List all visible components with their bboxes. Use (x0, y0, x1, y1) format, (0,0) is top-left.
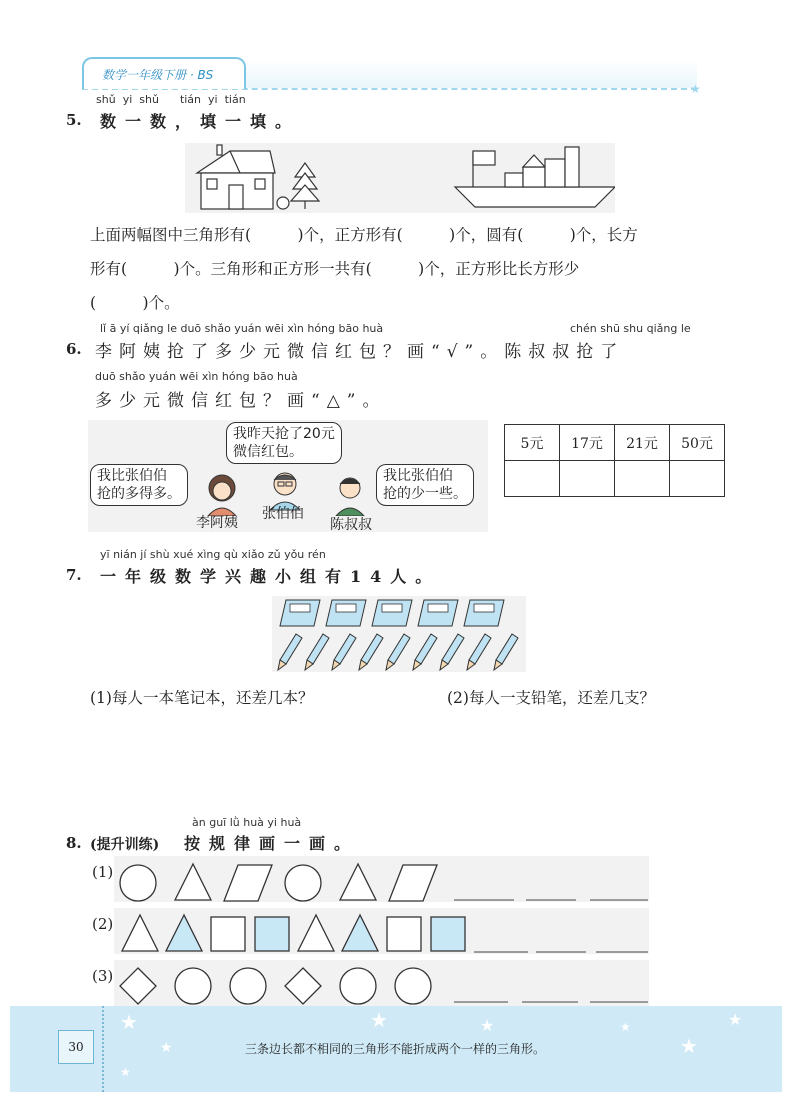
q8-row3-label: (3) (92, 967, 114, 985)
notebook-icon (280, 600, 320, 626)
q7-title: 一年级数学兴趣小组有14人。 (100, 567, 441, 586)
bubble-chen: 我比张伯伯 抢的少一些。 (376, 464, 474, 506)
q5-figures (185, 143, 615, 213)
star-icon: ★ (120, 1010, 138, 1034)
option-17: 17元 (560, 425, 615, 461)
square-shape (255, 917, 289, 951)
bubble-li: 我比张伯伯 抢的多得多。 (90, 464, 188, 506)
q5-pinyin: shǔ yi shǔ tián yi tián (96, 93, 246, 106)
q6-number: 6. (66, 340, 82, 358)
circle-shape (230, 968, 266, 1004)
q5-line2: 形有( )个。三角形和正方形一共有( )个，正方形比长方形少 (90, 260, 580, 278)
q6-line2: 多少元微信红包？画“△”。 (95, 391, 387, 411)
name-zhang: 张伯伯 (262, 506, 304, 522)
q7-items (272, 596, 526, 672)
star-icon: ★ (690, 82, 701, 96)
q8-number: 8. (66, 834, 82, 852)
star-icon: ★ (370, 1008, 388, 1032)
square-shape (431, 917, 465, 951)
q8-title: 按规律画一画。 (184, 834, 360, 853)
circle-shape (340, 968, 376, 1004)
square-shape (387, 917, 421, 951)
header-tab (82, 57, 246, 89)
square-shape (211, 917, 245, 951)
footer-dotted-divider (102, 1006, 104, 1092)
header-title: 数学一年级下册 · BS (102, 68, 214, 82)
footer-tip: 三条边长都不相同的三角形不能折成两个一样的三角形。 (245, 1042, 546, 1056)
q6-pinyin1: lǐ ā yí qiǎng le duō shǎo yuán wēi xìn hóng bāo huà (100, 322, 384, 335)
q7-sub2: (2)每人一支铅笔，还差几支？ (447, 689, 655, 707)
q6-line1: 李阿姨抢了多少元微信红包？画“√”。陈叔叔抢了 (95, 342, 625, 362)
star-icon: ★ (620, 1020, 631, 1034)
notebook-icon (372, 600, 412, 626)
circle-shape (120, 865, 156, 901)
q8-tag: (提升训练) (90, 837, 160, 853)
q5-line3: ( )个。 (90, 294, 180, 312)
q5-line1: 上面两幅图中三角形有( )个，正方形有( )个，圆有( )个，长方 (90, 226, 638, 244)
star-icon: ★ (480, 1016, 495, 1035)
q8-row1-label: (1) (92, 863, 114, 881)
name-li: 李阿姨 (196, 515, 238, 531)
circle-shape (395, 968, 431, 1004)
star-icon: ★ (680, 1034, 698, 1058)
q8-row2-label: (2) (92, 915, 114, 933)
notebooks-group (280, 600, 504, 626)
answer-cell-17[interactable] (560, 461, 615, 497)
li-ayi-avatar (208, 475, 236, 516)
star-icon: ★ (728, 1010, 743, 1029)
option-21: 21元 (615, 425, 670, 461)
page-number: 30 (58, 1030, 94, 1064)
notebook-icon (464, 600, 504, 626)
q8-pinyin: àn guī lǜ huà yi huà (192, 816, 302, 829)
option-5: 5元 (505, 425, 560, 461)
q6-pinyin1b: chén shū shu qiǎng le (570, 322, 691, 335)
notebook-icon (326, 600, 366, 626)
circle-shape (285, 865, 321, 901)
answer-cell-50[interactable] (670, 461, 725, 497)
q7-sub1: (1)每人一本笔记本，还差几本？ (90, 689, 314, 707)
star-icon: ★ (160, 1040, 173, 1056)
q7-number: 7. (66, 566, 82, 584)
circle-shape (175, 968, 211, 1004)
name-chen: 陈叔叔 (330, 517, 372, 533)
q5-number: 5. (66, 111, 82, 129)
answer-cell-21[interactable] (615, 461, 670, 497)
notebook-icon (418, 600, 458, 626)
q8-pattern-rows (114, 856, 654, 1006)
q6-pinyin2: duō shǎo yuán wēi xìn hóng bāo huà (95, 370, 298, 383)
star-icon: ★ (120, 1065, 131, 1079)
answer-cell-5[interactable] (505, 461, 560, 497)
q6-answer-table (504, 424, 725, 497)
option-50: 50元 (670, 425, 725, 461)
chen-shushu-avatar (336, 478, 364, 516)
q7-pinyin: yī nián jí shù xué xìng qù xiǎo zǔ yǒu rén (100, 548, 326, 561)
bubble-zhang: 我昨天抢了20元 微信红包。 (226, 422, 342, 464)
q5-title: 数一数，填一填。 (100, 112, 301, 131)
